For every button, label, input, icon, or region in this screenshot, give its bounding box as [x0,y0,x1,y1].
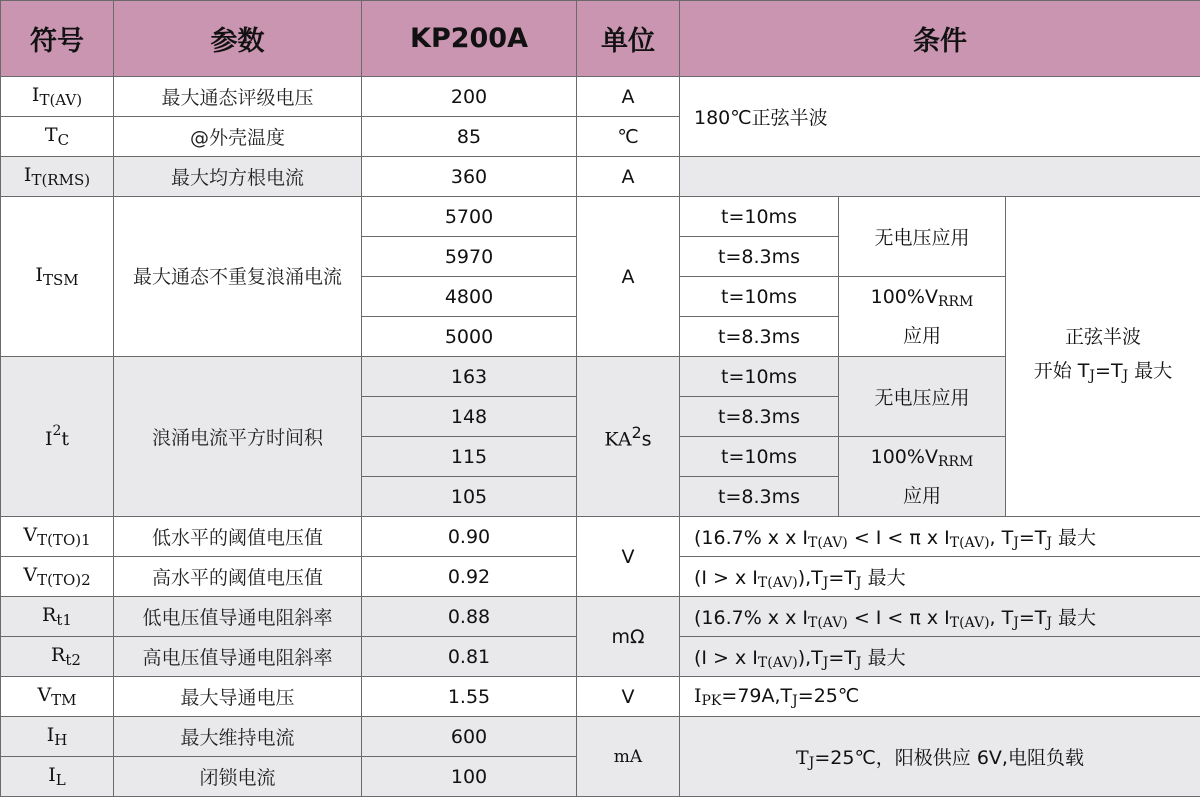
value-cell: 360 [362,157,577,197]
table-row [1,157,1200,197]
symbol-cell: $I_L$ [1,757,114,797]
time-cell: t=8.3ms [680,477,839,517]
table-row [1,597,1200,637]
cond-no-voltage: 无电压应用 [839,357,1006,437]
unit-cell: $KA^2s$ [577,357,680,517]
symbol-cell: $V_{TM}$ [1,677,114,717]
time-cell: t=8.3ms [680,397,839,437]
unit-cell: V [577,517,680,597]
unit-cell: A [577,157,680,197]
value-cell: 1.55 [362,677,577,717]
condition-cell: $T_J=25℃$，阳极供应 6V,电阻负载 [680,717,1200,797]
condition-cell [680,157,1200,197]
value-cell: 115 [362,437,577,477]
symbol-cell: $I_{TSM}$ [1,197,114,357]
header-row [1,1,1200,77]
value-cell: 0.88 [362,597,577,637]
unit-cell: mΩ [577,597,680,677]
table-row [1,517,1200,557]
symbol-cell: $V_{T(TO)2}$ [1,557,114,597]
header-condition: 条件 [680,1,1200,77]
symbol-cell: $V_{T(TO)1}$ [1,517,114,557]
condition-cell: 180℃正弦半波 [680,77,1200,157]
cond-rated-voltage: $100\%V_{RRM}$ 应用 [839,277,1006,357]
unit-cell: V [577,677,680,717]
value-cell: 85 [362,117,577,157]
time-cell: t=10ms [680,197,839,237]
condition-cell: $I_{PK}=79A,T_J=25℃$ [680,677,1200,717]
time-cell: t=8.3ms [680,237,839,277]
header-param: 参数 [114,1,362,77]
param-cell: 最大通态不重复浪涌电流 [114,197,362,357]
condition-cell: (I > x $I_{T(AV)}),T_J=T_J$ 最大 [680,557,1200,597]
value-cell: 5700 [362,197,577,237]
param-cell: 低水平的阈值电压值 [114,517,362,557]
table-row [1,677,1200,717]
param-cell: 闭锁电流 [114,757,362,797]
value-cell: 4800 [362,277,577,317]
table-row [1,197,1200,237]
symbol-cell: $R_{t1}$ [1,597,114,637]
value-cell: 0.92 [362,557,577,597]
value-cell: 200 [362,77,577,117]
cond-no-voltage: 无电压应用 [839,197,1006,277]
symbol-cell: $I_H$ [1,717,114,757]
value-cell: 600 [362,717,577,757]
condition-cell: (I > x $I_{T(AV)}),T_J=T_J$ 最大 [680,637,1200,677]
time-cell: t=10ms [680,357,839,397]
table-row [1,77,1200,117]
symbol-cell: $R_{t2}$ [1,637,114,677]
symbol-cell: $T_C$ [1,117,114,157]
time-cell: t=10ms [680,277,839,317]
time-cell: t=8.3ms [680,317,839,357]
param-cell: 最大通态评级电压 [114,77,362,117]
param-cell: @外壳温度 [114,117,362,157]
value-cell: 5970 [362,237,577,277]
param-cell: 高水平的阈值电压值 [114,557,362,597]
param-cell: 最大维持电流 [114,717,362,757]
unit-cell: A [577,197,680,357]
sine-condition-cell: 正弦半波 开始 $T_J=T_J$ 最大 [1006,197,1200,517]
condition-cell: (16.7% x x $I_{T(AV)} < I < \pi$ x $I_{T(AV)}$, $T_J=T_J$ 最大 [680,597,1200,637]
header-symbol: 符号 [1,1,114,77]
unit-cell: ℃ [577,117,680,157]
value-cell: 5000 [362,317,577,357]
param-cell: 最大导通电压 [114,677,362,717]
header-model: KP200A [362,1,577,77]
header-unit: 单位 [577,1,680,77]
value-cell: 163 [362,357,577,397]
symbol-cell: $I^2t$ [1,357,114,517]
time-cell: t=10ms [680,437,839,477]
value-cell: 0.81 [362,637,577,677]
value-cell: 0.90 [362,517,577,557]
unit-cell: mA [577,717,680,797]
cond-rated-voltage: $100\%V_{RRM}$ 应用 [839,437,1006,517]
value-cell: 105 [362,477,577,517]
symbol-cell: $I_{T(RMS)}$ [1,157,114,197]
param-cell: 最大均方根电流 [114,157,362,197]
param-cell: 浪涌电流平方时间积 [114,357,362,517]
table-row [1,717,1200,757]
condition-cell: (16.7% x x $I_{T(AV)} < I < \pi$ x $I_{T(AV)}$, $T_J=T_J$ 最大 [680,517,1200,557]
param-cell: 高电压值导通电阻斜率 [114,637,362,677]
unit-cell: A [577,77,680,117]
value-cell: 148 [362,397,577,437]
value-cell: 100 [362,757,577,797]
symbol-cell: $I_{T(AV)}$ [1,77,114,117]
param-cell: 低电压值导通电阻斜率 [114,597,362,637]
